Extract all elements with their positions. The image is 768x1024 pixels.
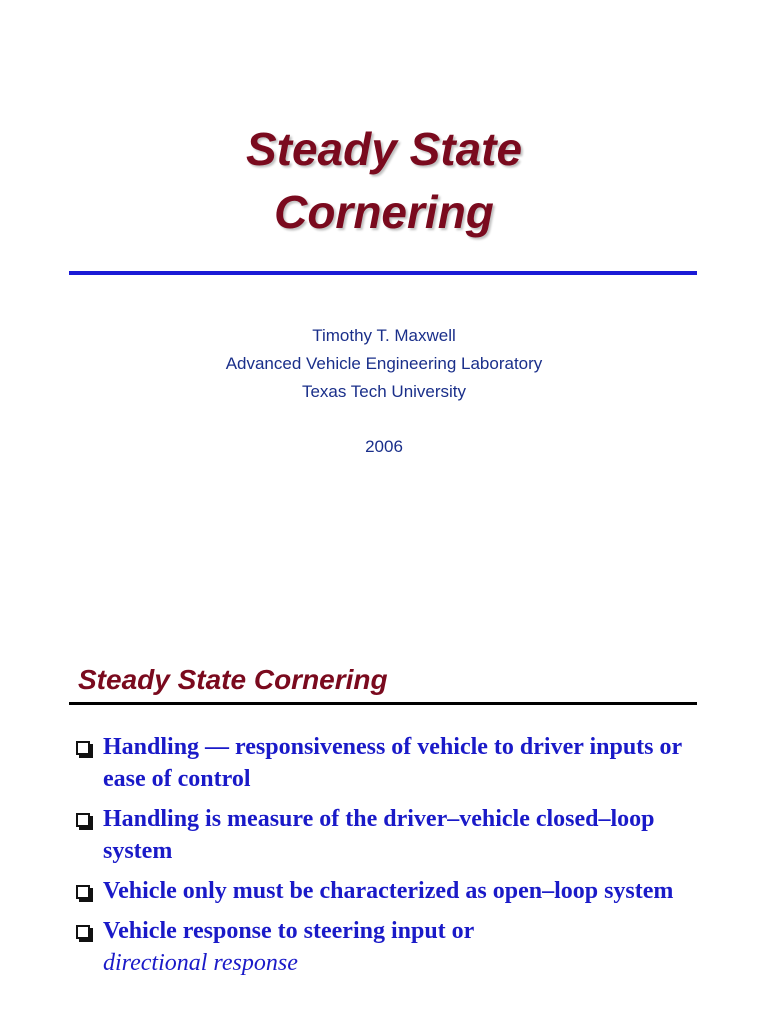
checkbox-bullet-icon: [76, 813, 90, 827]
credits-block: [0, 322, 768, 461]
bullet-item: [76, 915, 716, 979]
content-slide: [0, 640, 768, 1024]
bullet-item: [76, 875, 716, 907]
bullet-list: [76, 731, 716, 987]
slide-title-line-1: Steady State: [245, 123, 523, 175]
slide-title: [0, 118, 768, 244]
lab-name: Advanced Vehicle Engineering Laboratory: [225, 354, 543, 373]
title-divider: [69, 271, 697, 275]
checkbox-bullet-icon: [76, 885, 90, 899]
bullet-text: Handling is measure of the driver–vehicle closed–loop system: [103, 806, 655, 864]
checkbox-bullet-icon: [76, 741, 90, 755]
slide-title-line-2: Cornering: [274, 186, 494, 238]
presentation-year: 2006: [365, 437, 403, 456]
content-slide-title: Steady State Cornering: [78, 664, 388, 695]
author-name: Timothy T. Maxwell: [312, 326, 456, 345]
bullet-emphasis: directional response: [103, 950, 298, 976]
bullet-item: [76, 803, 716, 867]
content-divider: [69, 702, 697, 705]
bullet-text: Vehicle response to steering input or: [103, 918, 475, 944]
bullet-item: [76, 731, 716, 795]
university-name: Texas Tech University: [301, 382, 467, 401]
bullet-text: Handling — responsiveness of vehicle to driver inputs or ease of control: [103, 734, 682, 792]
bullet-text: Vehicle only must be characterized as open–loop system: [103, 878, 674, 904]
checkbox-bullet-icon: [76, 925, 90, 939]
